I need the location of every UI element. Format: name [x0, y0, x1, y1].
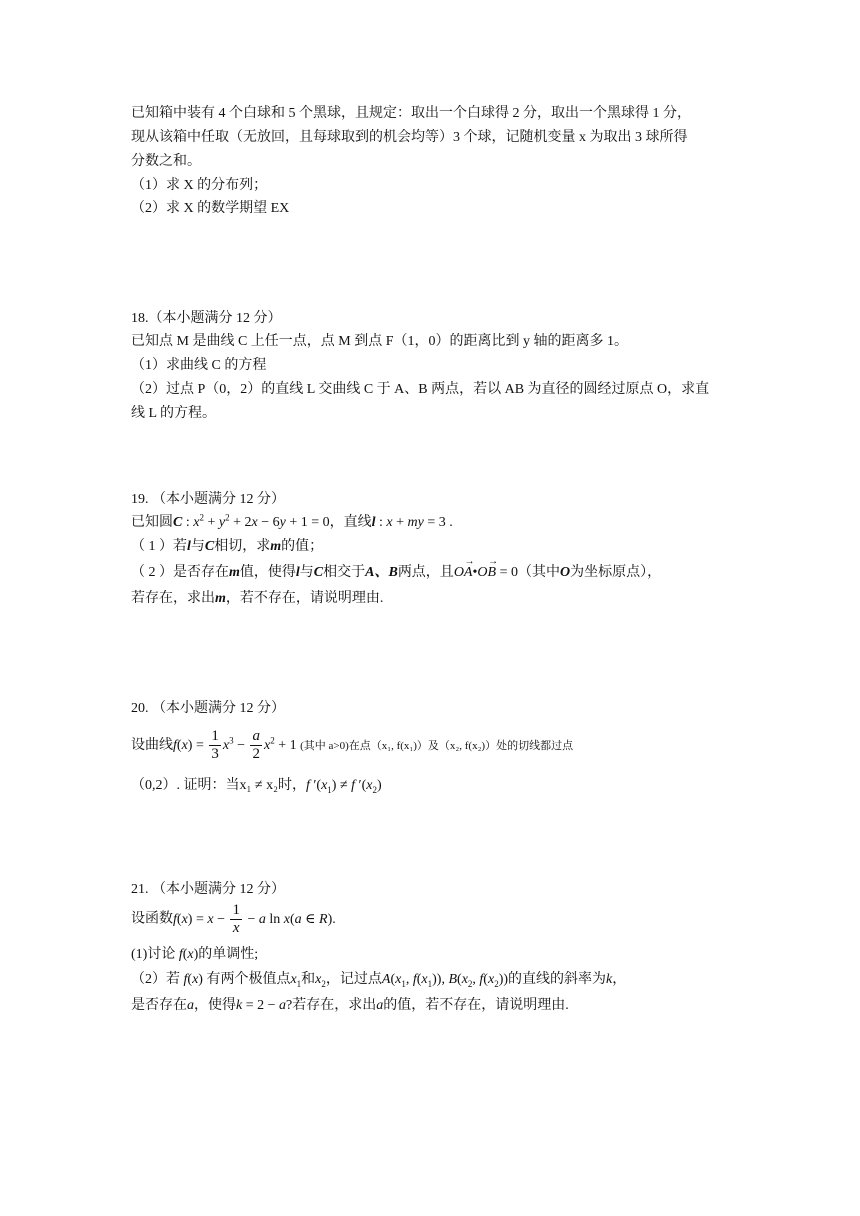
q20-condition: (其中 a>0)在点（x₁, f(x₁)）及（x₂, f(x₂)）处的切线都过点 — [300, 740, 574, 752]
q17-line1: 已知箱中装有 4 个白球和 5 个黑球，且规定：取出一个白球得 2 分，取出一个黑球得 1 分， — [131, 106, 691, 121]
q21-x2: $x_2$ — [315, 972, 326, 989]
q19-part2 — [131, 563, 734, 583]
q21-intro-prefix: 设函数 — [131, 911, 173, 927]
q21-part2-mid: 有两个极值点 — [206, 972, 291, 987]
q19-part2-mid3: 相交于 — [323, 565, 366, 580]
q20-curve-equation: f(x) = $\frac{1}{3}$ $x^3$ − $\frac{a}{2}$ $x^2 + 1$ — [173, 728, 297, 763]
q21-part2-and: 和 — [301, 972, 316, 987]
q19-part2-mid: 值，使得 — [239, 565, 296, 580]
q19-circle-equation: C : $x^2 + y^2 + 2x - 6y + 1 = 0$ — [173, 512, 330, 530]
q21-part2-line2-mid: ，使得 — [194, 998, 236, 1013]
q19-part2-line2-m: m — [215, 591, 226, 606]
q19-intro — [131, 513, 734, 533]
q18-header: 18.（本小题满分 12 分） — [131, 311, 282, 326]
q21-k: k — [606, 972, 613, 987]
q19-part1-suffix: 的值； — [281, 539, 324, 554]
q20-line2-cond: x₁ ≠ x₂ — [239, 778, 278, 793]
q20-line2-prefix: （0,2）. 证明：当 — [131, 778, 240, 793]
q21-part1-f: f(x) — [178, 947, 199, 962]
q21-part1 — [131, 945, 734, 965]
q19-line-equation: l : x + my = 3 . — [371, 515, 453, 530]
q19-part2-line2-prefix: 若存在，求出 — [131, 591, 215, 606]
q20-line2 — [131, 776, 734, 796]
q19-part2-note-prefix: （其中 — [517, 565, 560, 580]
q19-part2-mid4: 两点，且 — [397, 565, 454, 580]
q19-part2-note-suffix: 为坐标原点）， — [570, 565, 662, 580]
q21-intro — [131, 902, 734, 937]
q19-intro-prefix: 已知圆 — [131, 515, 173, 530]
q21-a2: a — [376, 998, 384, 1013]
q21-condition: k = 2 − a — [236, 998, 287, 1013]
q21-part2-line2-suffix: 的值，若不存在，请说明理由. — [383, 998, 569, 1013]
q21-part2-mid3: 的直线的斜率为 — [508, 972, 607, 987]
q18-line1: 已知点 M 是曲线 C 上任一点，点 M 到点 F（1，0）的距离比到 y 轴的距离多 1。 — [131, 334, 629, 349]
q21-part2-line2-mid2: ?若存在，求出 — [286, 998, 377, 1013]
q19-part2-line2 — [131, 589, 734, 609]
q21-points: $A(x_1$, $f(x_1)$), $B(x_2$, $f(x_2)$) — [381, 972, 509, 989]
q20-header: 20. （本小题满分 12 分） — [131, 701, 285, 716]
q19-part2-mid2: 与 — [299, 565, 314, 580]
q19-part2-c: C — [313, 565, 324, 580]
q19-part2-o: O — [559, 565, 571, 580]
q17-line3: 分数之和。 — [131, 154, 201, 169]
q21-part2-prefix: （2）若 — [131, 972, 180, 987]
q21-part2-line2-prefix: 是否存在 — [131, 998, 187, 1013]
q20-line2-mid: 时， — [277, 778, 306, 793]
q21-function: f(x) = x − $\frac{1}{x}$ − a ln x(a ∈ R). — [173, 902, 336, 936]
q19-part1 — [131, 537, 734, 557]
q21-part2-mid2: ，记过点 — [325, 972, 382, 987]
q21-part1-prefix: (1)讨论 — [131, 947, 176, 962]
q21-part2: （2）若 f(x) 有两个极值点$x_1$和$x_2$，记过点$A(x_1$, $f(x_1)$), $B(x_2$, $f(x_2)$)的直线的斜率为k， — [131, 972, 627, 989]
q21-x1: $x_1$ — [290, 972, 302, 989]
q19-part1-l: l — [187, 539, 191, 554]
q19-part1-c: C — [204, 539, 215, 554]
q19-part2-points: A、B — [365, 565, 398, 580]
q21-part2-f: f(x) — [183, 972, 207, 987]
q18-part2-line1: （2）过点 P（0，2）的直线 L 交曲线 C 于 A、B 两点，若以 AB 为直径的圆经过原点 O，求直 — [131, 382, 710, 397]
q17-part1: （1）求 X 的分布列； — [131, 178, 268, 193]
q19-part1-prefix: （ 1 ）若 — [131, 539, 187, 554]
q19-header: 19. （本小题满分 12 分） — [131, 492, 285, 507]
q19-intro-mid: ，直线 — [329, 515, 372, 530]
q21-part1-suffix: 的单调性; — [198, 947, 259, 962]
q17-part2: （2）求 X 的数学期望 EX — [131, 201, 290, 216]
q19-part1-m: m — [270, 539, 282, 554]
q20-intro — [131, 728, 734, 764]
q19-part2-m: m — [229, 565, 240, 580]
q19-part2-prefix: （ 2 ）是否存在 — [131, 565, 229, 580]
q19-part2-line2-suffix: ，若不存在，请说明理由. — [225, 591, 384, 606]
q21-a: a — [187, 998, 194, 1013]
q19-part1-mid: 与 — [190, 539, 205, 554]
q19-part1-mid2: 相切，求 — [214, 539, 271, 554]
q18-part2-line2: 线 L 的方程。 — [131, 406, 217, 421]
q21-header: 21. （本小题满分 12 分） — [131, 882, 285, 897]
q20-intro-prefix: 设曲线 — [131, 738, 173, 753]
q17-line2: 现从该箱中任取（无放回，且每球取到的机会均等）3 个球，记随机变量 x 为取出 3 球所得 — [131, 130, 688, 145]
q19-part2-l: l — [295, 565, 300, 580]
q18-part1: （1）求曲线 C 的方程 — [131, 358, 267, 373]
q21-part2-line2 — [131, 996, 734, 1016]
q19-dot-product: → OA•→ OB = 0 — [454, 565, 518, 580]
q20-claim: f $'(x_1) \ne f$ $'(x_2)$ — [305, 778, 382, 795]
